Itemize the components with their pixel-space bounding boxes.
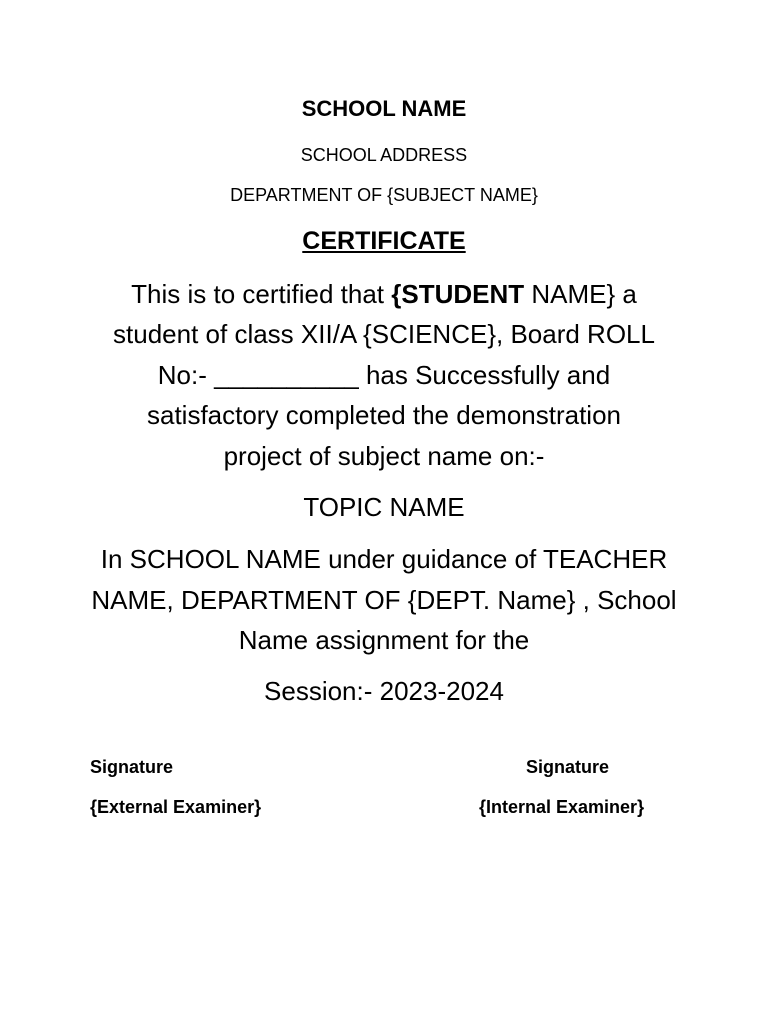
internal-signature-label: Signature [526, 757, 610, 777]
guidance-line-2: NAME, DEPARTMENT OF {DEPT. Name} , School [91, 585, 677, 615]
department-heading: DEPARTMENT OF {SUBJECT NAME} [230, 185, 538, 205]
certificate-line-1 [0, 279, 768, 310]
certificate-line-2: student of class XII/A {SCIENCE}, Board ROLL [113, 319, 655, 349]
certificate-line-4: satisfactory completed the demonstration [146, 400, 622, 430]
school-name: SCHOOL NAME [301, 96, 467, 121]
school-address: SCHOOL ADDRESS [300, 145, 468, 165]
guidance-line-3: Name assignment for the [238, 625, 530, 655]
guidance-line-1: In SCHOOL NAME under guidance of TEACHER [100, 544, 668, 574]
topic-name: TOPIC NAME [303, 492, 465, 522]
external-signature-label: Signature [90, 757, 174, 777]
certificate-line-3: No:- __________ has Successfully and [157, 360, 611, 390]
internal-examiner-label: {Internal Examiner} [479, 797, 645, 817]
certificate-line-1-prefix: This is to certified that [131, 279, 392, 309]
certificate-line-5: project of subject name on:- [223, 441, 545, 471]
session-line: Session:- 2023-2024 [264, 676, 504, 706]
student-placeholder: {STUDENT [391, 279, 525, 309]
external-examiner-label: {External Examiner} [90, 797, 262, 817]
certificate-title: CERTIFICATE [302, 227, 466, 255]
certificate-line-1-suffix: NAME} a [524, 279, 637, 309]
